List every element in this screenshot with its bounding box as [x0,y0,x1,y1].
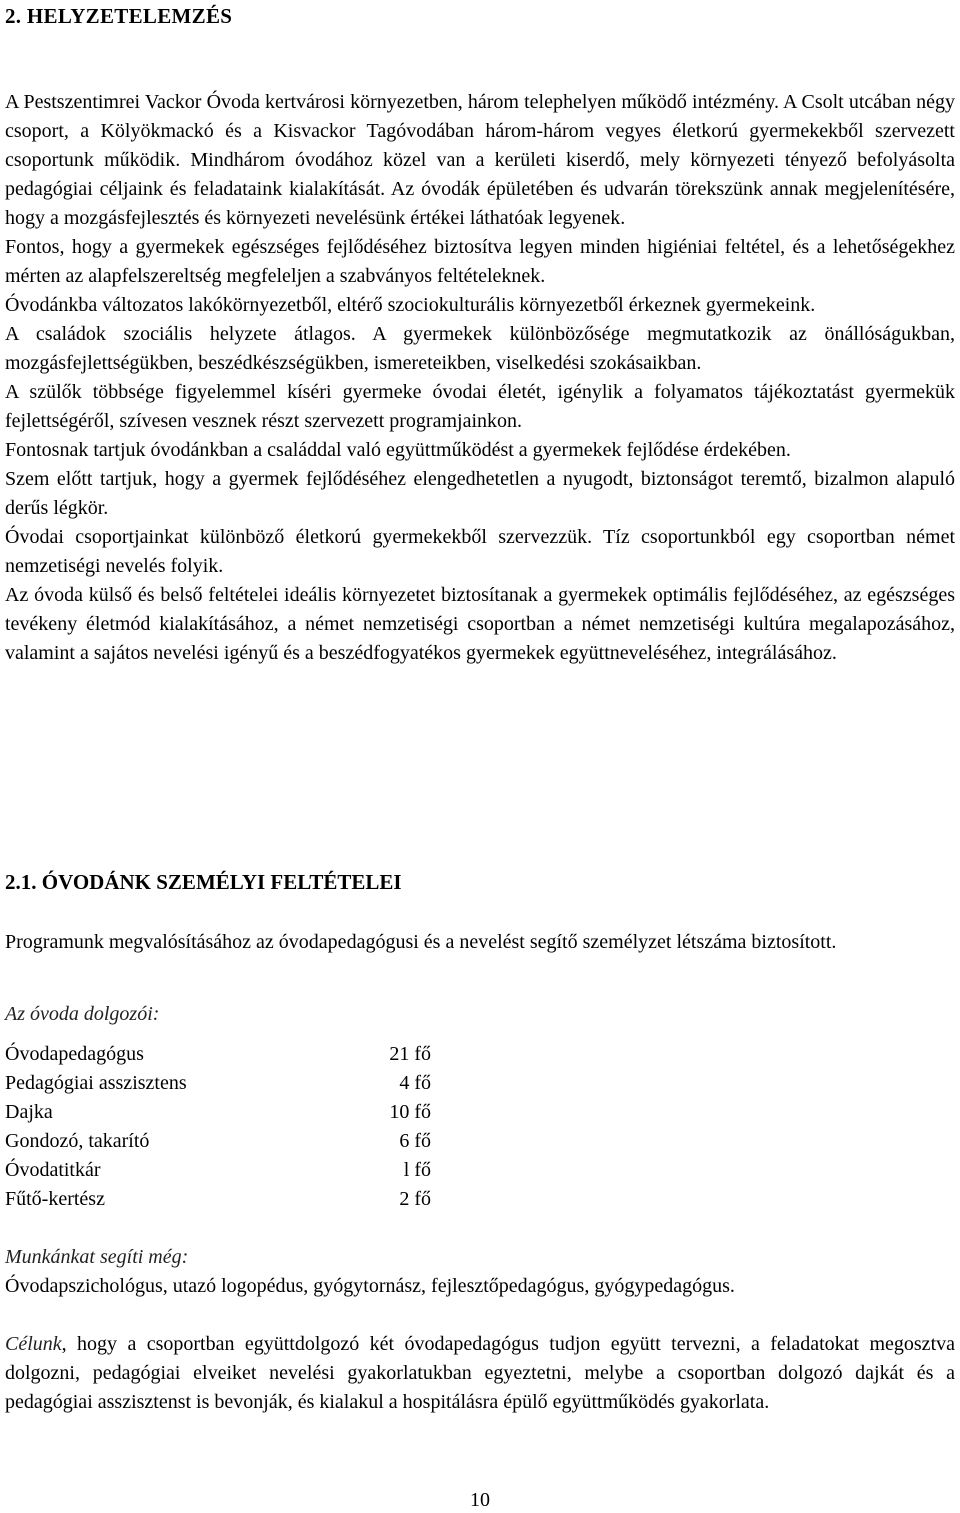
staff-role: Pedagógiai asszisztens [5,1072,187,1094]
staff-row [5,1185,431,1214]
staff-role: Fűtő-kertész [5,1188,105,1210]
section-heading: 2. HELYZETELEMZÉS [5,4,233,28]
staffing-intro: Programunk megvalósításához az óvodapedagógusi és a nevelést segítő személyzet létszáma biztosított. [5,931,837,953]
goal-label: Célunk [5,1333,62,1355]
section-body [5,88,955,668]
paragraph-families: A családok szociális helyzete átlagos. A gyermekek különbözősége megmutatkozik az önállóságukban, mozgásfejlettségükben, beszédkészségükben, ismereteikben, viselkedési szokásaikban. [5,323,955,374]
staff-role: Dajka [5,1101,53,1123]
paragraph-parents: A szülők többsége figyelemmel kíséri gyermeke óvodai életét, igénylik a folyamatos tájékoztatást gyermekük fejlettségéről, szívesen vesznek részt szervezett programjainkon. [5,381,955,432]
staff-row [5,1156,431,1185]
staff-role: Óvodatitkár [5,1159,101,1181]
staff-count: 2 fő [399,1188,431,1210]
page-number: 10 [470,1489,490,1511]
goal-text: , hogy a csoportban együttdolgozó két óvodapedagógus tudjon együtt tervezni, a feladatokat megosztva dolgozni, pedagógiai elveiket nevelési gyakorlatukban egyeztetni, melybe a csoportban dolgozó dajkát és a pedagógiai asszisztenst is bevonják, és kialakul a hospitálásra épülő együttműködés gyakorlata. [5,1333,955,1413]
paragraph-hygiene: Fontos, hogy a gyermekek egészséges fejlődéséhez biztosítva legyen minden higiéniai feltétel, és a lehetőségekhez mérten az alapfelszereltség megfeleljen a szabványos feltételeknek. [5,236,955,287]
paragraph-intro: A Pestszentimrei Vackor Óvoda kertvárosi környezetben, három telephelyen működő intézmény. A Csolt utcában négy csoport, a Kölyökmackó és a Kisvackor Tagóvodában három-három vegyes életkorú gyermekekből szervezett csoportunk működik. Mindhárom óvodához közel van a kerületi kiserdő, mely környezeti tényező befolyásolta pedagógiai céljaink és feladataink kialakítását. Az óvodák épületében és udvarán törekszünk annak megjelenítésére, hogy a mozgásfejlesztés és környezeti nevelésünk értékei láthatóak legyenek. [5,91,955,229]
staff-row [5,1127,431,1156]
paragraph-cooperation: Fontosnak tartjuk óvodánkban a családdal való együttműködést a gyermekek fejlődése érdekében. [5,439,791,461]
staff-label: Az óvoda dolgozói: [5,1003,160,1025]
staff-count: l fő [403,1159,431,1181]
paragraph-environment: Óvodánkba változatos lakókörnyezetből, eltérő szociokulturális környezetből érkeznek gyermekeink. [5,294,816,316]
staff-table [5,1040,431,1214]
staff-row [5,1040,431,1069]
helpers-label: Munkánkat segíti még: [5,1246,189,1268]
paragraph-groups: Óvodai csoportjainkat különböző életkorú gyermekekből szervezzük. Tíz csoportunkból egy csoportban német nemzetiségi nevelés folyik. [5,526,955,577]
document-page [5,0,955,1513]
paragraph-atmosphere: Szem előtt tartjuk, hogy a gyermek fejlődéséhez elengedhetetlen a nyugodt, biztonságot teremtő, bizalmon alapuló derűs légkör. [5,468,955,519]
staff-role: Gondozó, takarító [5,1130,150,1152]
staff-count: 4 fő [399,1072,431,1094]
paragraph-conditions: Az óvoda külső és belső feltételei ideális környezetet biztosítanak a gyermekek optimális fejlődéséhez, az egészséges tevékeny életmód kialakításához, a német nemzetiségi csoportban a német nemzetiségi kultúra megalapozásához, valamint a sajátos nevelési igényű és a beszédfogyatékos gyermekek együttneveléséhez, integrálásához. [5,584,955,664]
staff-row [5,1098,431,1127]
staff-count: 21 fő [389,1043,431,1065]
staff-count: 6 fő [399,1130,431,1152]
goal-paragraph [5,1330,955,1417]
helpers-list: Óvodapszichológus, utazó logopédus, gyógytornász, fejlesztőpedagógus, gyógypedagógus. [5,1275,735,1297]
staff-count: 10 fő [389,1101,431,1123]
staff-role: Óvodapedagógus [5,1043,144,1065]
staff-row [5,1069,431,1098]
subsection-heading: 2.1. ÓVODÁNK SZEMÉLYI FELTÉTELEI [5,870,402,894]
